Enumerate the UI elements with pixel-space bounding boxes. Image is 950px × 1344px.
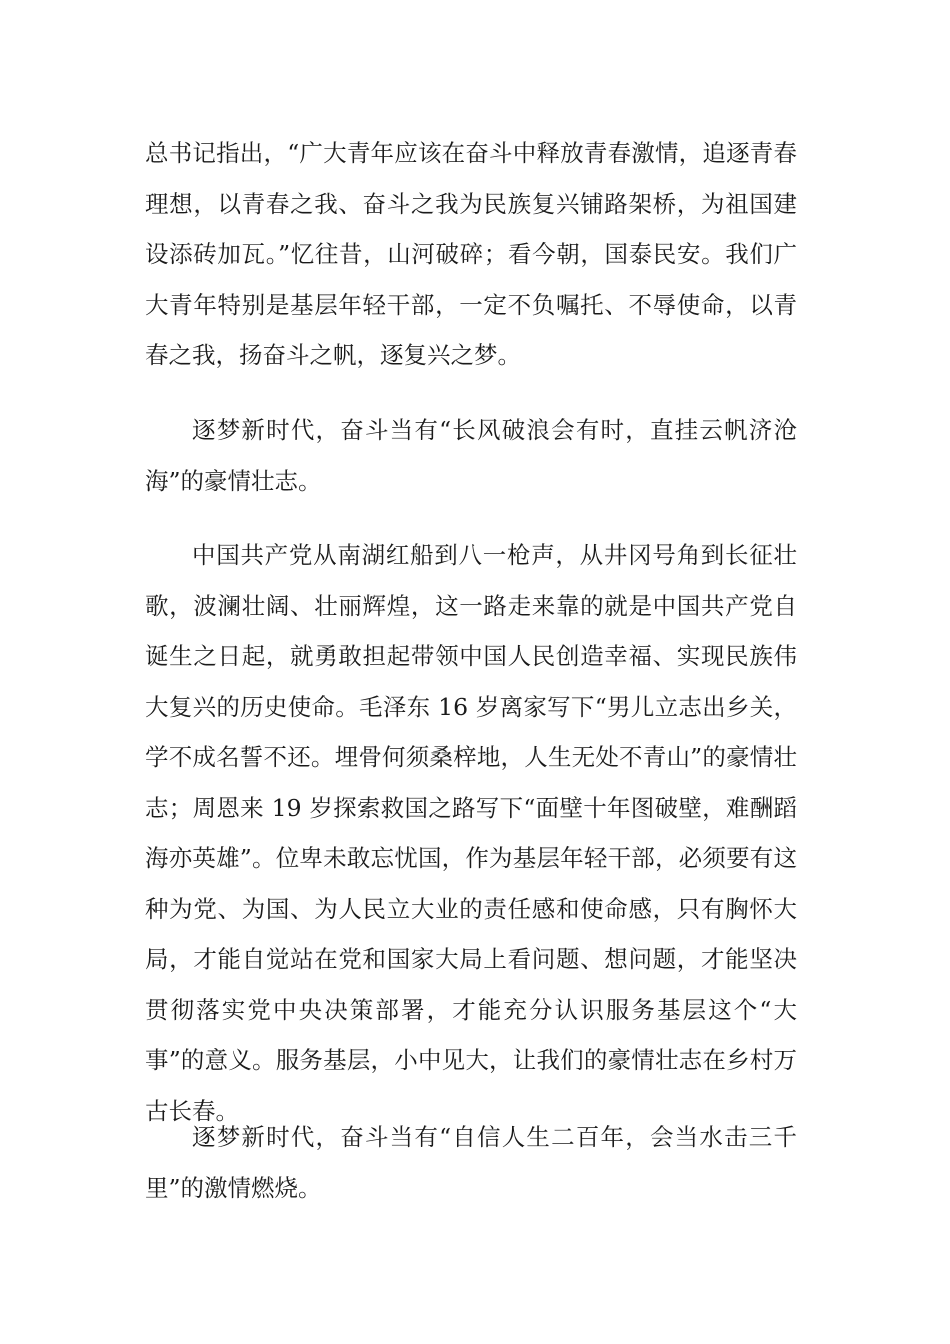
paragraph-party-history: 中国共产党从南湖红船到八一枪声，从井冈号角到长征壮歌，波澜壮阔、壮丽辉煌，这一路走来靠的就是中国共产党自诞生之日起，就勇敢担起带领中国人民创造幸福、实现民族伟大复兴的历史使命。毛泽东 16 岁离家写下“男儿立志出乡关，学不成名誓不还。埋骨何须桑梓地，人生无处不青山”的豪情壮志；周恩来 19 岁探索救国之路写下“面壁十年图破壁，难酬蹈海亦英雄”。位卑未敢忘忧国，作为基层年轻干部，必须要有这种为党、为国、为人民立大业的责任感和使命感，只有胸怀大局，才能自觉站在党和国家大局上看问题、想问题，才能坚决贯彻落实党中央决策部署，才能充分认识服务基层这个“大事”的意义。服务基层，小中见大，让我们的豪情壮志在乡村万古长春。 — [145, 541, 797, 1125]
paragraph-heading-passion: 逐梦新时代，奋斗当有“自信人生二百年，会当水击三千里”的激情燃烧。 — [145, 1123, 797, 1202]
paragraph-heading-ambition: 逐梦新时代，奋斗当有“长风破浪会有时，直挂云帆济沧海”的豪情壮志。 — [145, 416, 797, 495]
paragraph-quote-general-secretary: 总书记指出，“广大青年应该在奋斗中释放青春激情，追逐青春理想，以青春之我、奋斗之我为民族复兴铺路架桥，为祖国建设添砖加瓦。”忆往昔，山河破碎；看今朝，国泰民安。我们广大青年特别是基层年轻干部，一定不负嘱托、不辱使命，以青春之我，扬奋斗之帆，逐复兴之梦。 — [145, 139, 797, 369]
